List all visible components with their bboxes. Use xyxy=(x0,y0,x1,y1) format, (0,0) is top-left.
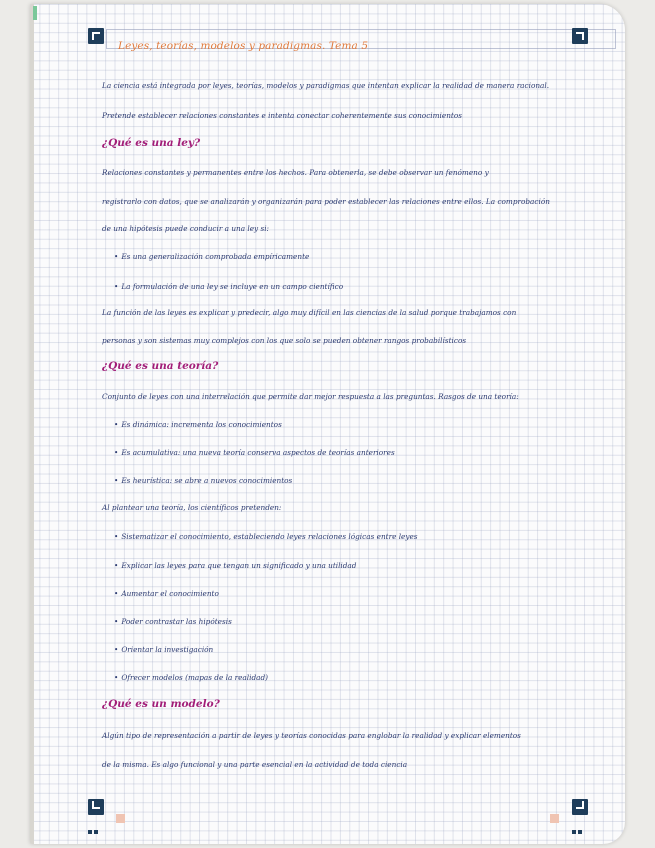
bullet-mark: • xyxy=(114,561,119,570)
bullet-mark: • xyxy=(114,476,119,485)
list-item-text: Explicar las leyes para que tengan un significado y una utilidad xyxy=(121,561,357,570)
list-item-text: Es acumulativa: una nueva teoría conserva aspectos de teorías anteriores xyxy=(121,448,395,457)
list-item xyxy=(114,561,356,570)
bullet-mark: • xyxy=(114,673,119,682)
bullet-mark: • xyxy=(114,282,119,291)
text-line: personas y son sistemas muy complejos con los que solo se pueden obtener rangos probabilísticos xyxy=(102,336,467,345)
list-item-text: Es heurística: se abre a nuevos conocimientos xyxy=(121,476,293,485)
list-item xyxy=(114,673,268,682)
list-item xyxy=(114,420,282,429)
text-line: de la misma. Es algo funcional y una parte esencial en la actividad de toda ciencia xyxy=(102,760,408,769)
bullet-mark: • xyxy=(114,532,119,541)
list-item xyxy=(114,448,395,457)
list-item xyxy=(114,476,292,485)
corner-bracket-icon xyxy=(572,28,588,44)
text-line: Al plantear una teoría, los científicos pretenden: xyxy=(102,503,282,512)
green-tab-mark xyxy=(33,6,37,20)
bullet-mark: • xyxy=(114,617,119,626)
bullet-mark: • xyxy=(114,420,119,429)
text-line: La ciencia está integrada por leyes, teorías, modelos y paradigmas que intentan explicar la realidad de manera racional. xyxy=(102,81,550,90)
notebook-page xyxy=(30,4,625,844)
pink-square-mark xyxy=(550,814,559,823)
text-line: La función de las leyes es explicar y predecir, algo muy difícil en las ciencias de la salud porque trabajamos con xyxy=(102,308,517,317)
list-item-text: Ofrecer modelos (mapas de la realidad) xyxy=(121,673,268,682)
text-line: Relaciones constantes y permanentes entre los hechos. Para obtenerla, se debe observar un fenómeno y xyxy=(102,168,489,177)
page-spine xyxy=(30,4,34,844)
pink-square-mark xyxy=(116,814,125,823)
corner-bracket-icon xyxy=(572,799,588,815)
list-item xyxy=(114,532,418,541)
corner-dots-icon xyxy=(572,819,588,823)
list-item-text: Orientar la investigación xyxy=(121,645,214,654)
text-line: Algún tipo de representación a partir de leyes y teorías conocidas para englobar la realidad y explicar elementos xyxy=(102,731,521,740)
list-item xyxy=(114,589,219,598)
page-title: Leyes, teorías, modelos y paradigmas. Tema 5 xyxy=(118,40,369,52)
text-line: registrarlo con datos, que se analizarán y organizarán para poder establecer las relaciones entre ellos. La comprobación xyxy=(102,197,550,206)
text-line: de una hipótesis puede conducir a una ley si: xyxy=(102,224,270,233)
bullet-mark: • xyxy=(114,252,119,261)
list-item-text: Sistematizar el conocimiento, estableciendo leyes relaciones lógicas entre leyes xyxy=(121,532,418,541)
list-item-text: Es dinámica: incrementa los conocimientos xyxy=(121,420,282,429)
text-line: Conjunto de leyes con una interrelación que permite dar mejor respuesta a las preguntas. Rasgos de una teoría: xyxy=(102,392,519,401)
list-item xyxy=(114,645,213,654)
corner-dots-icon xyxy=(88,819,104,823)
list-item-text: Poder contrastar las hipótesis xyxy=(121,617,232,626)
list-item-text: Aumentar el conocimiento xyxy=(121,589,219,598)
bullet-mark: • xyxy=(114,645,119,654)
corner-bracket-icon xyxy=(88,799,104,815)
list-item xyxy=(114,252,309,261)
bullet-mark: • xyxy=(114,448,119,457)
list-item xyxy=(114,282,343,291)
list-item xyxy=(114,617,232,626)
bullet-mark: • xyxy=(114,589,119,598)
list-item-text: Es una generalización comprobada empíricamente xyxy=(121,252,310,261)
section-heading-teoria: ¿Qué es una teoría? xyxy=(102,360,219,372)
section-heading-modelo: ¿Qué es un modelo? xyxy=(102,698,220,710)
list-item-text: La formulación de una ley se incluye en un campo científico xyxy=(121,282,344,291)
section-heading-ley: ¿Qué es una ley? xyxy=(102,137,201,149)
corner-bracket-icon xyxy=(88,28,104,44)
text-line: Pretende establecer relaciones constantes e intenta conectar coherentemente sus conocimientos xyxy=(102,111,462,120)
